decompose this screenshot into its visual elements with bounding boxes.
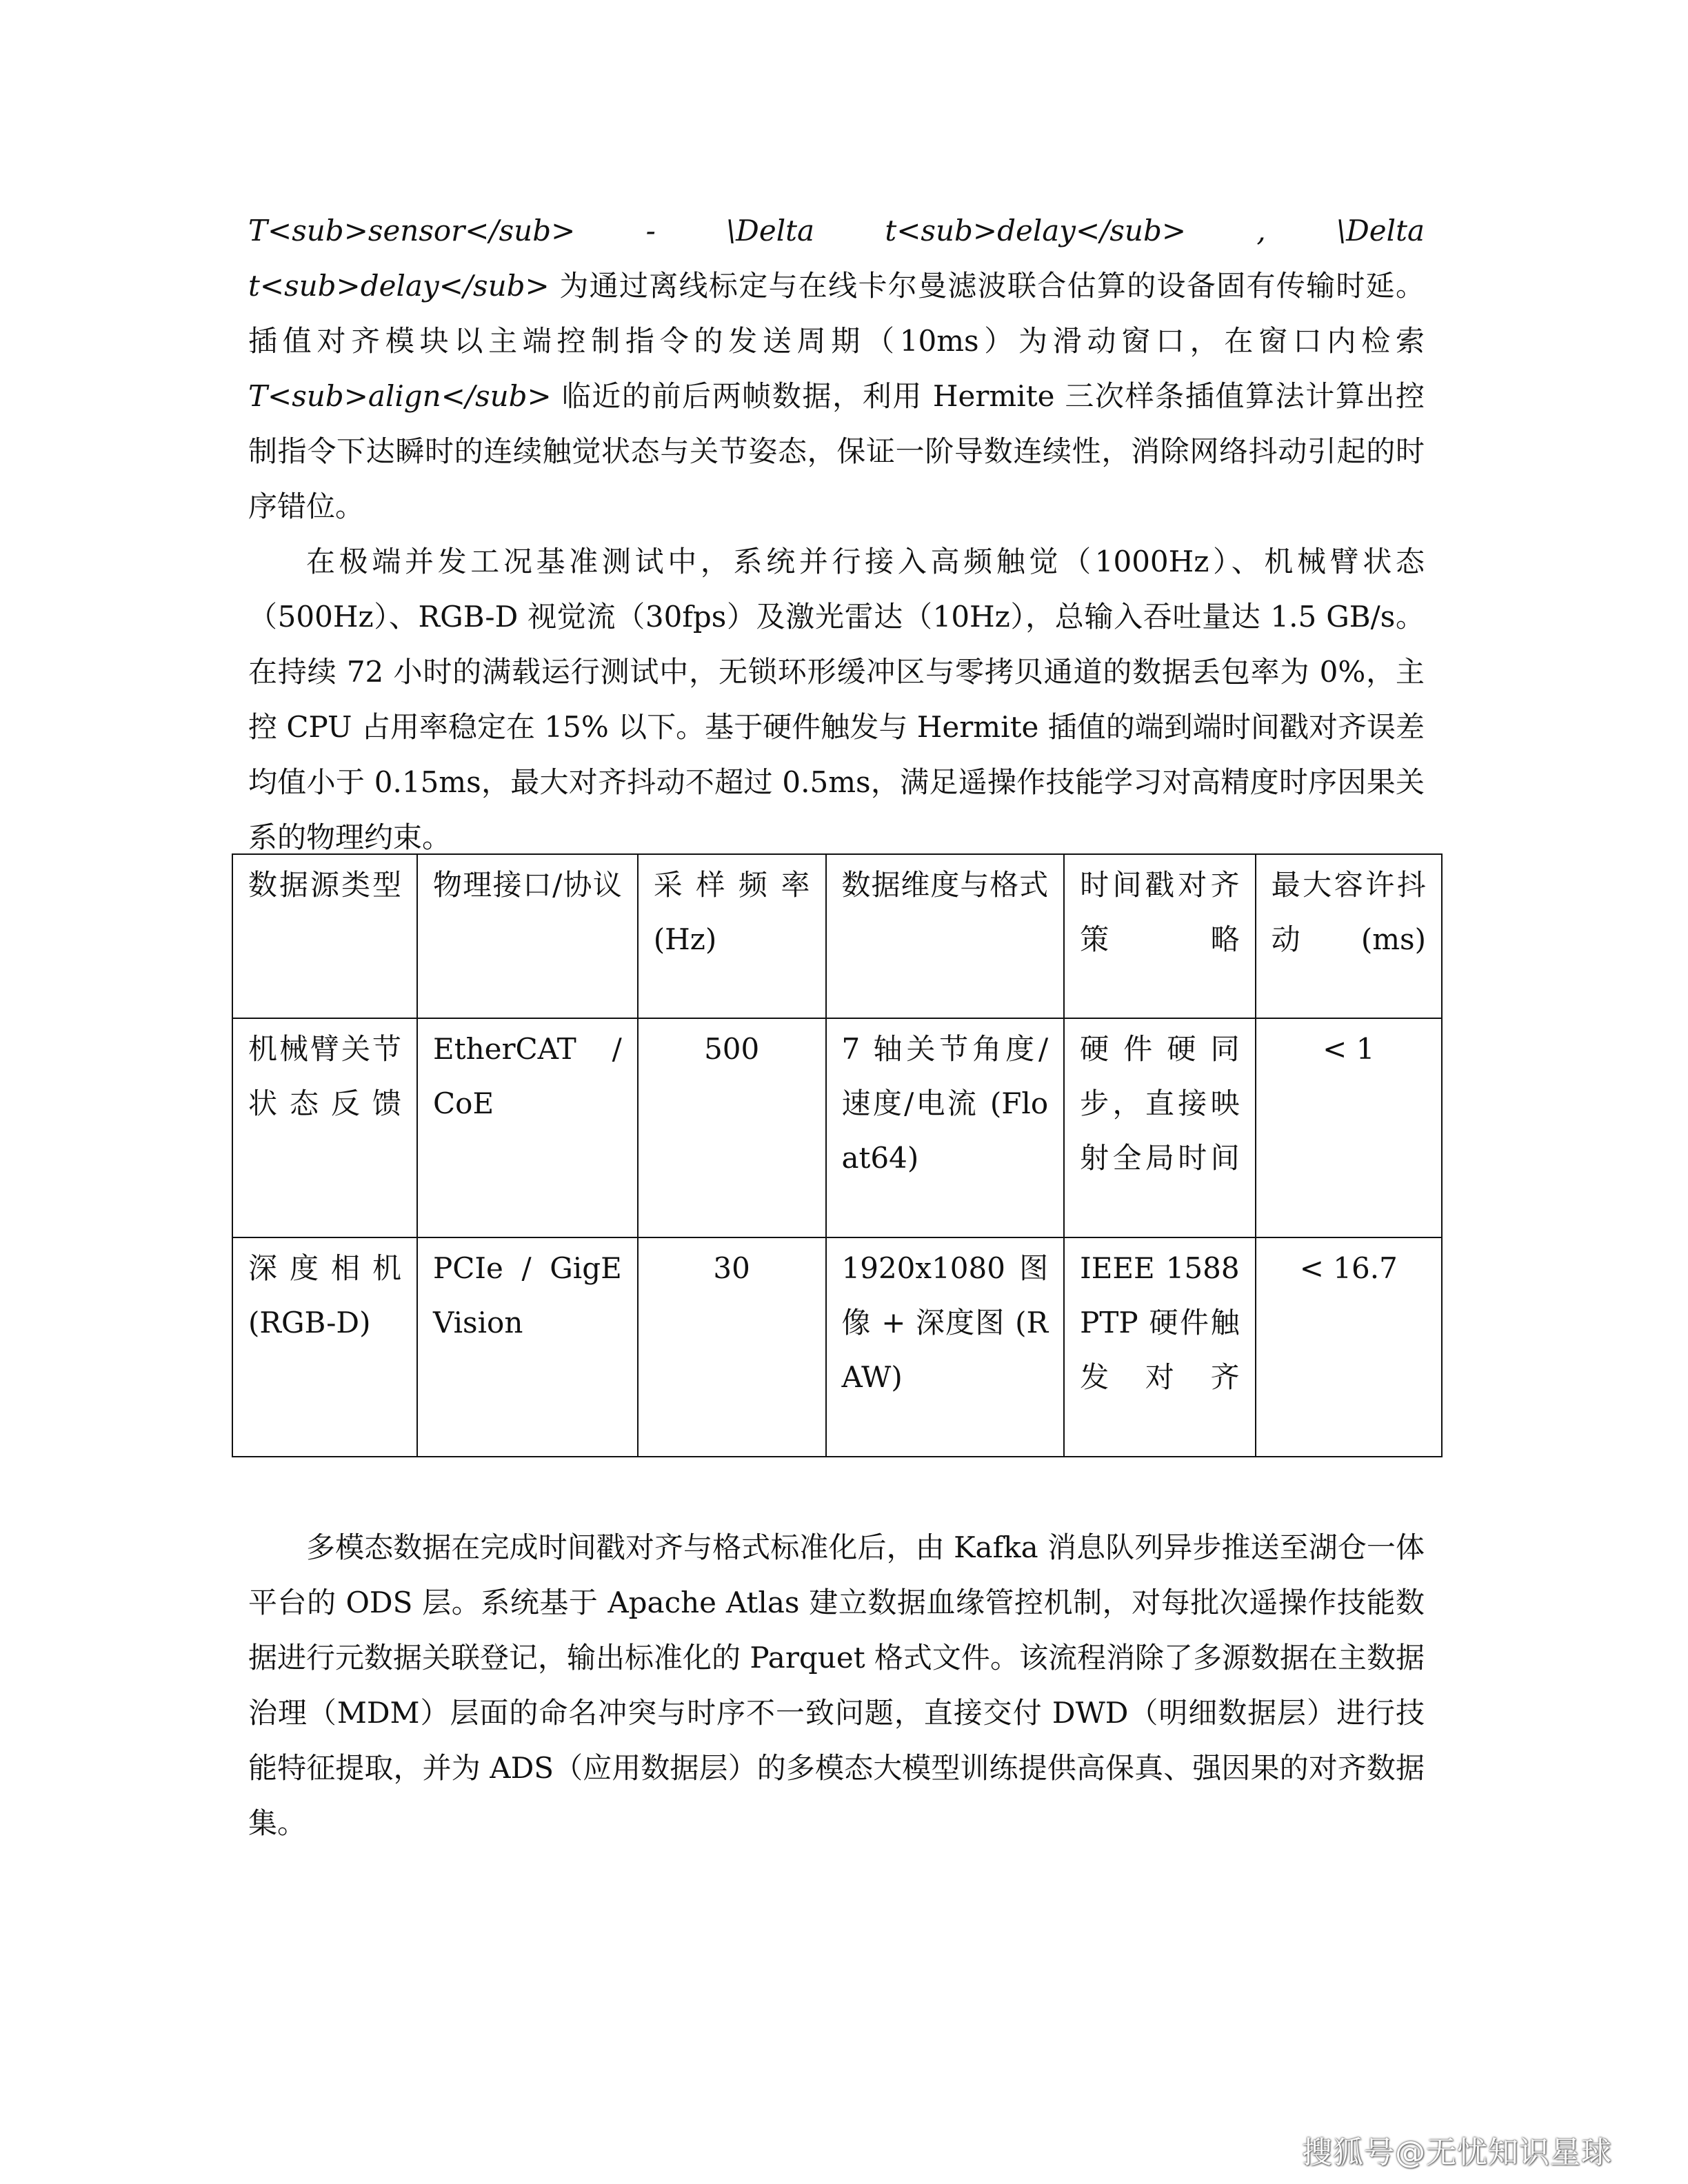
body-text-bottom	[248, 1520, 1425, 1851]
header-cell-jitter: 最大容许抖动(ms)	[1256, 854, 1442, 1018]
cell-source-type: 深度相机 (RGB-D)	[232, 1237, 417, 1457]
data-source-table	[232, 853, 1443, 1457]
body-text-top	[248, 203, 1425, 865]
paragraph-benchmark: 在极端并发工况基准测试中，系统并行接入高频触觉（1000Hz）、机械臂状态（500Hz）、RGB-D 视觉流（30fps）及激光雷达（10Hz），总输入吞吐量达 1.5 GB/s。在持续 72 小时的满载运行测试中，无锁环形缓冲区与零拷贝通道的数据丢包率为 0%，主控 CPU 占用率稳定在 15% 以下。基于硬件触发与 Hermite 插值的端到端时间戳对齐误差均值小于 0.15ms，最大对齐抖动不超过 0.5ms，满足遥操作技能学习对高精度时序因果关系的物理约束。	[248, 545, 1425, 854]
header-cell-source-type: 数据源类型	[232, 854, 417, 1018]
cell-source-type: 机械臂关节状态反馈	[232, 1018, 417, 1237]
header-cell-interface: 物理接口/协议	[417, 854, 638, 1018]
header-cell-sampling-rate: 采样频率 (Hz)	[638, 854, 826, 1018]
cell-jitter: < 1	[1256, 1018, 1442, 1237]
watermark: 搜狐号@无忧知识星球	[1302, 2135, 1612, 2170]
cell-interface: EtherCAT / CoE	[417, 1018, 638, 1237]
cell-interface: PCIe / GigE Vision	[417, 1237, 638, 1457]
cell-dimension: 1920x1080 图像 + 深度图 (RAW)	[826, 1237, 1065, 1457]
formula-delay: t<sub>delay</sub>	[248, 269, 550, 303]
header-cell-dimension: 数据维度与格式	[826, 854, 1065, 1018]
paragraph-text-2: 临近的前后两帧数据，利用 Hermite 三次样条插值算法计算出控制指令下达瞬时的连续触觉状态与关节姿态，保证一阶导数连续性，消除网络抖动引起的时序错位。	[248, 379, 1425, 523]
table-header-row	[232, 854, 1442, 1018]
cell-alignment: IEEE 1588 PTP 硬件触发对齐	[1064, 1237, 1255, 1457]
paragraph-data-lake: 多模态数据在完成时间戳对齐与格式标准化后，由 Kafka 消息队列异步推送至湖仓一体平台的 ODS 层。系统基于 Apache Atlas 建立数据血缘管控机制，对每批次遥操作技能数据进行元数据关联登记，输出标准化的 Parquet 格式文件。该流程消除了多源数据在主数据治理（MDM）层面的命名冲突与时序不一致问题，直接交付 DWD（明细数据层）进行技能特征提取，并为 ADS（应用数据层）的多模态大模型训练提供高保真、强因果的对齐数据集。	[248, 1530, 1425, 1840]
cell-dimension: 7 轴关节角度/速度/电流 (Float64)	[826, 1018, 1065, 1237]
cell-sampling-rate: 30	[638, 1237, 826, 1457]
paragraph-text-1: 为通过离线标定与在线卡尔曼滤波联合估算的设备固有传输时延。插值对齐模块以主端控制指令的发送周期（10ms）为滑动窗口，在窗口内检索	[248, 269, 1425, 358]
paragraph-delay-definition	[248, 259, 1425, 534]
cell-jitter: < 16.7	[1256, 1237, 1442, 1457]
table-row	[232, 1237, 1442, 1457]
formula-line: T<sub>sensor</sub> - \Delta t<sub>delay</sub> , \Delta	[248, 214, 1425, 247]
table-row	[232, 1018, 1442, 1237]
cell-sampling-rate: 500	[638, 1018, 826, 1237]
cell-alignment: 硬件硬同步，直接映射全局时间	[1064, 1018, 1255, 1237]
header-cell-alignment: 时间戳对齐策略	[1064, 854, 1255, 1018]
formula-align: T<sub>align</sub>	[248, 379, 552, 413]
